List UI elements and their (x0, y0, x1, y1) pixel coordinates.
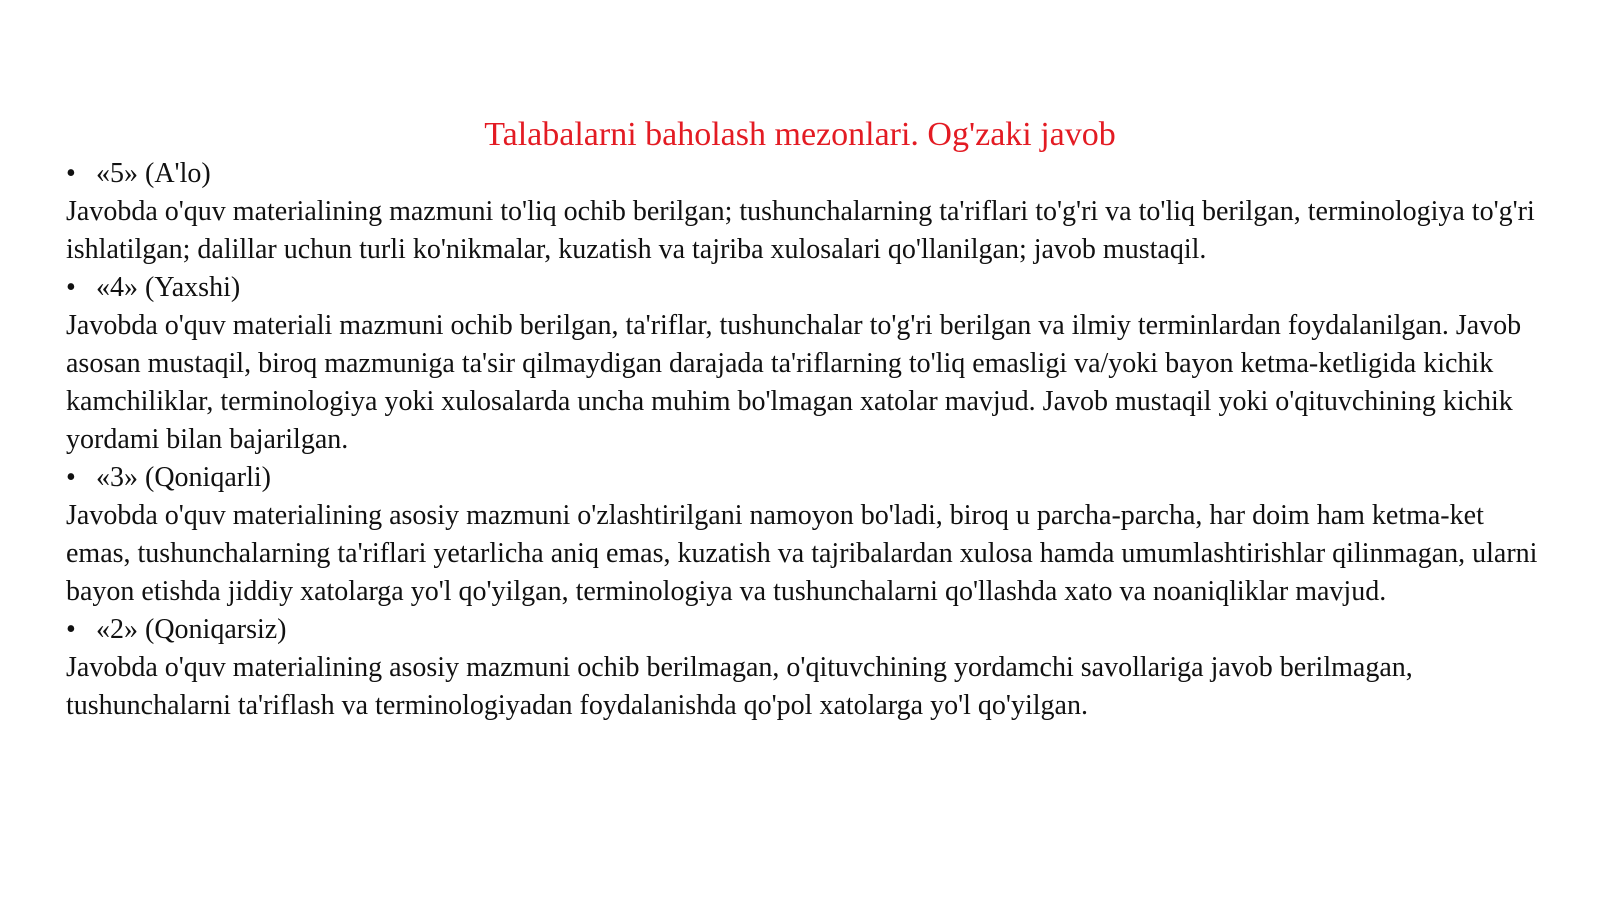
grade-item-4 (66, 269, 1546, 459)
grade-label: «4» (Yaxshi) (96, 272, 241, 303)
grade-heading (66, 611, 1546, 649)
bullet-icon: • (66, 614, 76, 645)
grade-item-5 (66, 155, 1546, 269)
slide-title: Talabalarni baholash mezonlari. Og'zaki javob (484, 116, 1116, 153)
bullet-icon: • (66, 272, 76, 303)
grade-heading (66, 155, 1546, 193)
grade-label: «3» (Qoniqarli) (96, 462, 271, 493)
grade-description: Javobda o'quv materialining mazmuni to'liq ochib berilgan; tushunchalarning ta'riflari to'g'ri va to'liq berilgan, terminologiya to'g'ri ishlatilgan; dalillar uchun turli ko'nikmalar, kuzatish va tajriba xulosalari qo'llanilgan; javob mustaqil. (66, 196, 1535, 265)
grade-label: «2» (Qoniqarsiz) (96, 614, 287, 645)
grade-heading (66, 269, 1546, 307)
criteria-list (66, 155, 1546, 725)
grade-description: Javobda o'quv materialining asosiy mazmuni o'zlashtirilgani namoyon bo'ladi, biroq u parcha-parcha, har doim ham ketma-ket emas, tushunchalarning ta'riflari yetarlicha aniq emas, kuzatish va tajribalardan xulosa hamda umumlashtirishlar qilinmagan, ularni bayon etishda jiddiy xatolarga yo'l qo'yilgan, terminologiya va tushunchalarni qo'llashda xato va noaniqliklar mavjud. (66, 500, 1538, 607)
grade-description: Javobda o'quv materiali mazmuni ochib berilgan, ta'riflar, tushunchalar to'g'ri berilgan va ilmiy terminlardan foydalanilgan. Javob asosan mustaqil, biroq mazmuniga ta'sir qilmaydigan darajada ta'riflarning to'liq emasligi va/yoki bayon ketma-ketligida kichik kamchiliklar, terminologiya yoki xulosalarda uncha muhim bo'lmagan xatolar mavjud. Javob mustaqil yoki o'qituvchining kichik yordami bilan bajarilgan. (66, 310, 1522, 455)
grade-item-2 (66, 611, 1546, 725)
bullet-icon: • (66, 158, 76, 189)
grade-heading (66, 459, 1546, 497)
grade-description: Javobda o'quv materialining asosiy mazmuni ochib berilmagan, o'qituvchining yordamchi savollariga javob berilmagan, tushunchalarni ta'riflash va terminologiyadan foydalanishda qo'pol xatolarga yo'l qo'yilgan. (66, 652, 1413, 721)
bullet-icon: • (66, 462, 76, 493)
grade-label: «5» (A'lo) (96, 158, 211, 189)
grade-item-3 (66, 459, 1546, 611)
